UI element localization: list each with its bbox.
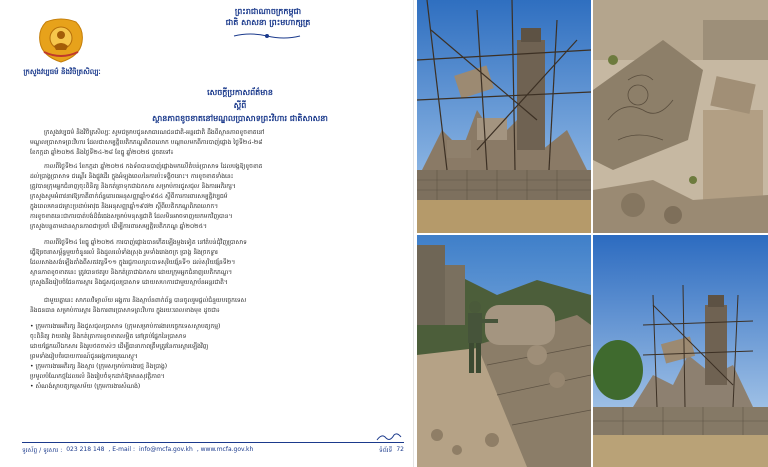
soldier-wall-illustration — [417, 235, 591, 467]
ministry-name: ក្រសួងវប្បធម៌ និងវិចិត្រសិល្បៈ — [23, 68, 101, 76]
photo-collapsed-temple-scaffolding — [417, 0, 591, 233]
website-url: , www.mcfa.gov.kh — [196, 446, 254, 453]
bullet-line: ប្រមូលបំណែកថ្មដែលរលំ និងរៀបចំទុកដាក់ឱ្យមានសុវត្ថិភាព។ — [30, 373, 165, 380]
kingdom-motto — [198, 6, 338, 28]
paragraph-line: មណ្ឌលប្រាសាទព្រះវិហារ ដែលជាសម្បត្តិបេតិកភណ្ឌពិភពលោក បណ្តាលមកពីការបាញ់ផ្លោង ថ្ងៃទី២៤-២៨ — [30, 139, 263, 146]
paragraph-line: ក្រសួងវប្បធម៌ និងវិចិត្រសិល្បៈ សូមជម្រាបជូនសាធារណជនជាតិ-អន្តរជាតិ ដឹងពីស្ថានភាពខូចខាតនៅ — [44, 129, 265, 136]
bullet-line: ដោយផ្អែកលើឯកសារ និងរូបថតចាស់ៗ ដើម្បីធានាភាពត្រឹមត្រូវនៃការស្តារឡើងវិញ — [30, 343, 209, 350]
bullet-line: • ក្រុមការងារអភិរក្ស និងជួសជុលប្រាសាទ (ក្រុមសម្រាប់ការងារបច្ចេកទេសស្ថាបត្យកម្ម) — [30, 323, 221, 330]
paragraph-1 — [30, 128, 400, 158]
photo-fallen-carved-lintel — [593, 0, 768, 233]
phone-number: 023 218 148 — [66, 446, 105, 453]
footer-divider — [22, 442, 404, 443]
bullet-line: ចុះពិនិត្យ វាយតម្លៃ និងកត់ត្រាការខូចខាតលម្អិត នៅគ្រប់ផ្នែកនៃប្រាសាទ — [30, 333, 187, 340]
paragraph-3 — [30, 238, 400, 288]
footer-contact — [22, 446, 404, 455]
title-line-3: ស្ថានភាពខូចខាតនៅមណ្ឌលប្រាសាទព្រះវិហារ ជាតិសាសនា — [152, 114, 328, 123]
paragraph-line: កាលពីថ្ងៃទី២៤ ខែធ្នូ ឆ្នាំ២០២៥ ការបាញ់ផ្លោងបានកើតឡើងម្តងទៀត នៅតំបន់ជុំវិញប្រាសាទ — [44, 239, 247, 246]
paragraph-line: ក្រសួងសូមអំពាវនាវឱ្យភាគីពាក់ព័ន្ធគោរពអនុសញ្ញាឆ្នាំ១៩៥៤ ស្តីពីការការពារសម្បត្តិវប្បធម៌ — [30, 193, 228, 200]
paragraph-line: ខែកក្កដា ឆ្នាំ២០២៥ និងថ្ងៃទី២៤-២៨ ខែធ្នូ ឆ្នាំ២០២៥ ដូចតទៅ៖ — [30, 149, 174, 156]
paragraph-line: ជាមួយគ្នានេះ សាកលវិទ្យាល័យ អង្គការ និងស្ថាប័នពាក់ព័ន្ធ បានចូលរួមផ្តល់ជំនួយបច្ចេកទេស — [44, 297, 247, 304]
paragraph-line: និងធនធាន សម្រាប់ការស្តារ និងការពារប្រាសាទព្រះវិហារ ក្នុងរយៈពេលខាងមុខ ដូចជា៖ — [30, 307, 220, 314]
photo-soldier-by-rubble-wall — [417, 235, 591, 467]
phone-label: ទូរស័ព្ទ / ទូរសារ : — [22, 447, 63, 454]
temple-scaffold-illustration — [417, 0, 591, 233]
paragraph-line: ដល់ប្រាង្គប្រាសាទ ជណ្តើរ និងផ្លូវដើរ ក្នុងអំឡុងពេលនៃការប៉ះទង្គិចនោះ។ ការខូចខាតទាំងនេះ — [30, 173, 234, 180]
bullet-list — [30, 322, 400, 392]
bullet-line: • ក្រុមការងារអភិរក្ស និងស្តារ (ក្រុមសម្រាប់ការងារថ្ម និងប្រាង្គ) — [30, 363, 168, 370]
bullet-line: ព្រមទាំងរៀបចំរបាយការណ៍ជូនអង្គការយូណេស្កូ។ — [30, 353, 138, 360]
paragraph-line: ក្រសួងបន្តតាមដានស្ថានភាពជាប្រចាំ ដើម្បីការពារសម្បត្តិបេតិកភណ្ឌ ឆ្នាំ២០២៥។ — [30, 223, 207, 230]
paragraph-line: ដែលសាងសង់ឡើងតាំងពីសតវត្សទី១១ ក្នុងរជ្ជកាលព្រះបាទសុរិយវរ្ម័នទី១ ដល់សុរិយវរ្ម័នទី២។ — [30, 259, 236, 266]
fallen-lintel-illustration — [593, 0, 768, 233]
paragraph-line: ស្ថានភាពខូចខាតនេះ ត្រូវបានថតរូប និងកត់ត្រាជាឯកសារ ដោយក្រុមអ្នកជំនាញបេតិកភណ្ឌ។ — [30, 269, 233, 276]
paragraph-line: កាលពីថ្ងៃទី២៤ ខែកក្កដា ឆ្នាំ២០២៥ កងទ័ពបានបាញ់ផ្លោងមកលើតំបន់ប្រាសាទ ដែលបង្កឱ្យខូចខាត — [44, 163, 263, 170]
email-label: , E-mail : — [108, 446, 135, 453]
email-address: info@mcfa.gov.kh — [138, 446, 193, 453]
title-line-2: ស្តីពី — [233, 101, 247, 110]
ornament-divider — [232, 32, 302, 40]
signature-mark-icon — [376, 432, 402, 442]
page-label: ទំព័រទី — [379, 447, 393, 454]
title-line-1: សេចក្តីប្រកាសព័ត៌មាន — [207, 88, 273, 97]
photo-ruined-tower-wide — [593, 235, 768, 467]
paragraph-2 — [30, 162, 400, 232]
document-title — [120, 86, 360, 125]
paragraph-line: ការខូចខាតនេះជាការបាត់បង់ដ៏ធំធេងសម្រាប់មនុស្សជាតិ ដែលមិនអាចទាញយកមកវិញបាន។ — [30, 213, 233, 220]
paragraph-4 — [30, 296, 400, 316]
paragraph-line: ក្រសួងនឹងរៀបចំផែនការស្តារ និងជួសជុលប្រាសាទ ដោយសហការជាមួយស្ថាប័នអន្តរជាតិ។ — [30, 279, 228, 286]
bullet-line: • សំណង់ស្ថាបត្យកម្មសម័យ (ក្រុមការងារសំណង់) — [30, 383, 141, 390]
kingdom-line-2: ជាតិ សាសនា ព្រះមហាក្សត្រ — [225, 18, 311, 27]
page-number: 72 — [396, 446, 404, 453]
paragraph-line: ធ្វើឱ្យរចនាសម្ព័ន្ធមួយចំនួនរលំ និងដួលរលំទាំងស្រុង រួមទាំងរោងចក្រ ប្រាង្គ និងច្រកទ្វារ — [30, 249, 218, 256]
kingdom-line-1: ព្រះរាជាណាចក្រកម្ពុជា — [234, 7, 302, 16]
ruined-tower-illustration — [593, 235, 768, 467]
paragraph-line: ក្នុងពេលមានជម្លោះប្រដាប់អាវុធ និងអនុសញ្ញាឆ្នាំ១៩៧២ ស្តីពីបេតិកភណ្ឌពិភពលោក។ — [30, 203, 219, 210]
ministry-seal-logo — [36, 16, 86, 64]
paragraph-line: ត្រូវបានក្រុមអ្នកជំនាញចុះពិនិត្យ និងកត់ត្រាទុកជាឯកសារ សម្រាប់ការជួសជុល និងការអភិរក្ស។ — [30, 183, 236, 190]
